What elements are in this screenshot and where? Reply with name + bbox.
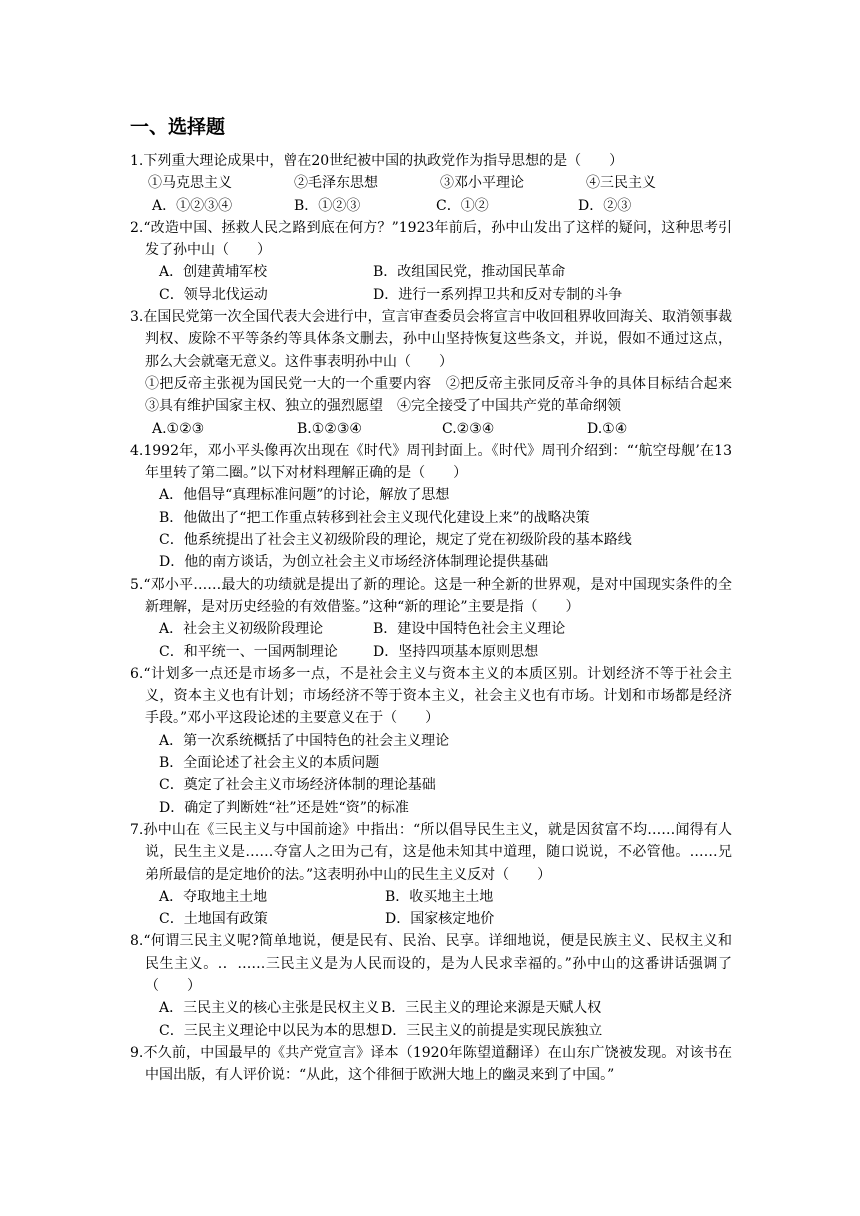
statement-row [130,172,732,194]
option-d: D．进行一系列捍卫共和反对专制的斗争 [373,286,623,303]
question-stem: 8.“何谓三民主义呢?简单地说，便是民有、民治、民享。详细地说，便是民族主义、民权主义和民生主义。.．……三民主义是为人民而设的，是为人民求幸福的。”孙中山的这番讲话强调了（ ） [130,933,732,994]
option-row [130,418,732,440]
option-row [130,261,732,283]
section-title: 一、选择题 [130,116,226,138]
option-c: C．奠定了社会主义市场经济体制的理论基础 [159,777,436,794]
option-row [130,908,732,930]
question-9 [130,1042,732,1087]
question-stem: 7.孙中山在《三民主义与中国前途》中指出：“所以倡导民生主义，就是因贫富不均……闻得有人说，民生主义是……夺富人之田为己有，这是他未知其中道理，随口说说，不必管他。……兄弟所最信的是定地价的法。”这表明孙中山的民生主义反对（ ） [130,821,732,883]
option-a: A．他倡导“真理标准问题”的讨论，解放了思想 [159,487,450,504]
question-stem: 1.下列重大理论成果中，曾在20世纪被中国的执政党作为指导思想的是（ ） [130,153,624,169]
option-a: A．三民主义的核心主张是民权主义 [159,1000,380,1017]
question-stem: 2.“改造中国、拯救人民之路到底在何方？”1923年前后，孙中山发出了这样的疑问，这种思考引发了孙中山（ ） [130,219,732,259]
option-row [130,195,732,217]
question-4 [130,440,732,574]
option-d: D．他的南方谈话，为创立社会主义市场经济体制理论提供基础 [159,554,549,571]
question-2 [130,217,732,306]
option-c: C．三民主义理论中以民为本的思想 [159,1022,380,1039]
option-row [130,641,732,663]
option-b: B．他做出了“把工作重点转移到社会主义现代化建设上来”的战略决策 [159,509,590,526]
statement-item: ②毛泽东思想 [294,175,378,192]
statement-item: ①马克思主义 [148,175,232,192]
statement-item: ④三民主义 [586,175,656,192]
option-row [130,618,732,640]
option-d: D．三民主义的前提是实现民族独立 [381,1022,603,1039]
question-stem: 3.在国民党第一次全国代表大会进行中，宣言审查委员会将宣言中收回租界收回海关、取消领事裁判权、废除不平等条约等具体条文删去，孙中山坚持恢复这些条文，并说，假如不通过这点，那么大会就毫无意义。这件事表明孙中山（ ） [130,309,732,370]
option-b: B．建设中国特色社会主义理论 [373,621,566,638]
option-d: D．国家核定地价 [385,911,495,928]
question-stem: 4.1992年，邓小平头像再次出现在《时代》周刊封面上。《时代》周刊介绍到：“‘航空母舰’在13年里转了第二圈。”以下对材料理解正确的是（ ） [130,442,732,482]
question-stem: 9.不久前，中国最早的《共产党宣言》译本（1920年陈望道翻译）在山东广饶被发现。对该书在中国出版，有人评价说：“从此，这个徘徊于欧洲大地上的幽灵来到了中国。” [130,1044,732,1084]
option-c: C．和平统一、一国两制理论 [159,643,338,660]
option-c: C．土地国有政策 [159,911,268,928]
statement-paragraph: ①把反帝主张视为国民党一大的一个重要内容 ②把反帝主张同反帝斗争的具体目标结合起来 ③具有维护国家主权、独立的强烈愿望 ④完全接受了中国共产党的革命纲领 [145,375,746,415]
option-c: C．领导北伐运动 [159,286,268,303]
option-b: B．改组国民党，推动国民革命 [373,264,566,281]
option-a: A．第一次系统概括了中国特色的社会主义理论 [159,732,450,749]
question-7 [130,819,732,930]
option-b: B．收买地主土地 [385,888,494,905]
option-a: A．夺取地主土地 [159,888,268,905]
question-3 [130,306,746,440]
option-row [130,886,732,908]
option-b: B．三民主义的理论来源是天赋人权 [381,1000,602,1017]
option-d: D．②③ [578,197,632,214]
option-b: B．全面论述了社会主义的本质问题 [159,755,380,772]
question-8 [130,930,732,1041]
option-a: A.①②③ [152,420,205,437]
option-c: C．①② [436,197,489,214]
option-row [130,284,732,306]
option-c: C.②③④ [442,420,495,437]
option-d: D．坚持四项基本原则思想 [373,643,539,660]
question-stem: 5.“邓小平……最大的功绩就是提出了新的理论。这是一种全新的世界观，是对中国现实条件的全新理解，是对历史经验的有效借鉴。”这种“新的理论”主要是指（ ） [130,576,732,615]
option-a: A．社会主义初级阶段理论 [159,621,324,638]
question-6 [130,663,732,819]
question-stem: 6.“计划多一点还是市场多一点，不是社会主义与资本主义的本质区别。计划经济不等于社会主义，资本主义也有计划；市场经济不等于资本主义，社会主义也有市场。计划和市场都是经济手段。”邓小平这段论述的主要意义在于（ ） [130,665,732,727]
question-list [130,150,746,1086]
option-a: A．创建黄埔军校 [159,264,268,281]
option-b: B．①②③ [294,197,361,214]
option-d: D．确定了判断姓“社”还是姓“资”的标准 [159,799,409,816]
option-b: B.①②③④ [297,420,362,437]
option-row [130,1020,732,1042]
question-1 [130,150,732,217]
option-row [130,997,732,1019]
option-d: D.①④ [587,420,628,437]
statement-item: ③邓小平理论 [440,175,524,192]
option-c: C．他系统提出了社会主义初级阶段的理论，规定了党在初级阶段的基本路线 [159,532,632,549]
option-a: A．①②③④ [152,197,233,214]
question-5 [130,574,732,663]
